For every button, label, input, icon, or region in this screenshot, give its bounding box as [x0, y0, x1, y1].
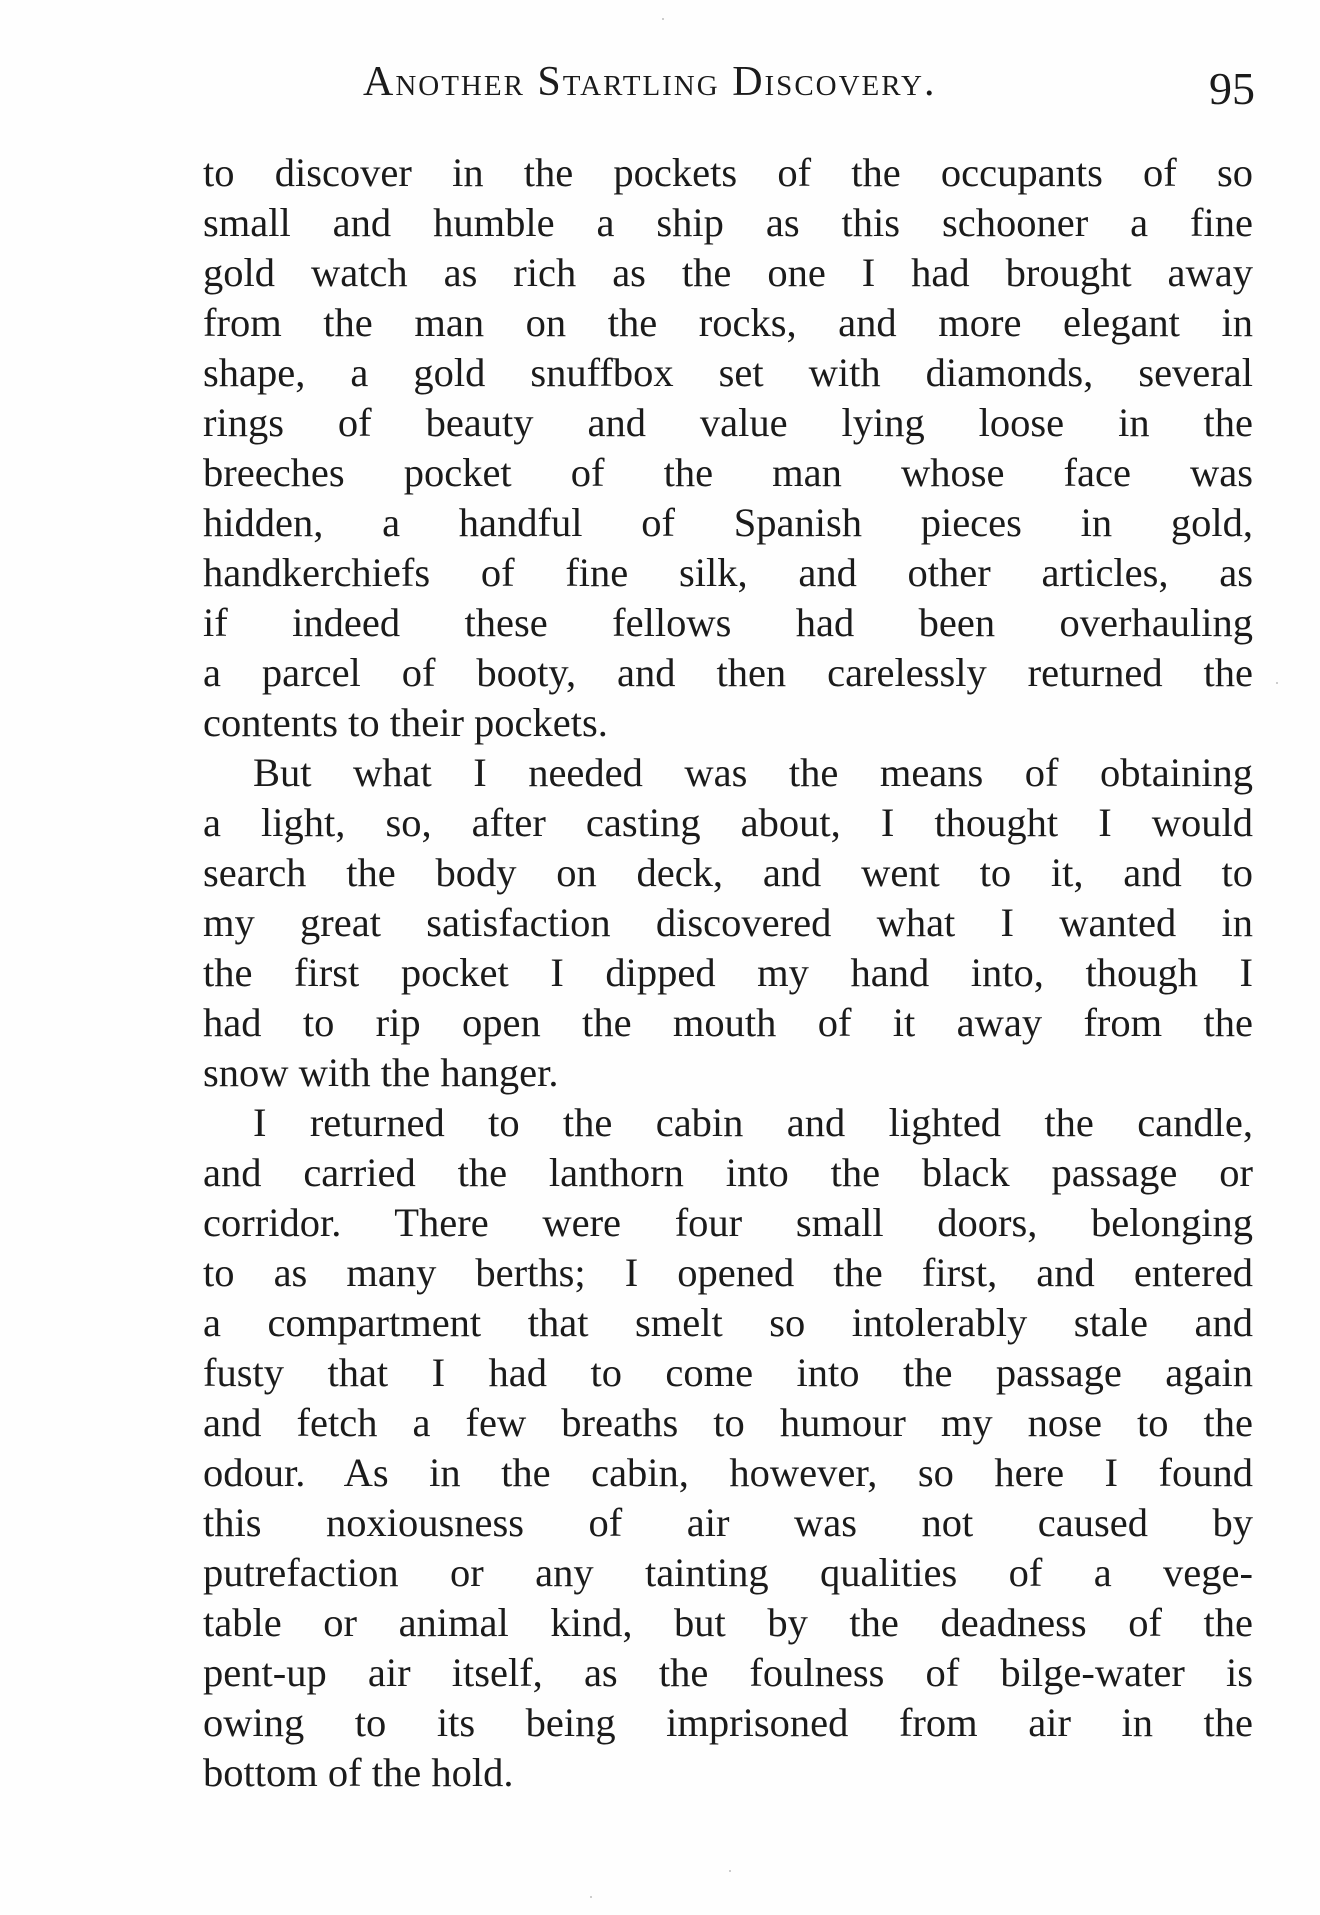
scan-speck	[662, 18, 664, 20]
text-line: odour. As in the cabin, however, so here I found	[203, 1450, 1253, 1495]
text-line: search the body on deck, and went to it, and to	[203, 850, 1253, 895]
text-line: table or animal kind, but by the deadness of the	[203, 1600, 1253, 1645]
text-line: contents to their pockets.	[203, 700, 608, 745]
paragraph	[203, 1098, 1253, 1798]
text-line: if indeed these fellows had been overhauling	[203, 600, 1253, 645]
text-line: bottom of the hold.	[203, 1750, 514, 1795]
text-line: breeches pocket of the man whose face was	[203, 450, 1253, 495]
text-line: pent-up air itself, as the foulness of bilge-water is	[203, 1650, 1253, 1695]
body-text	[203, 148, 1253, 1798]
text-line: the first pocket I dipped my hand into, though I	[203, 950, 1253, 995]
paragraph	[203, 148, 1253, 748]
running-head	[363, 58, 1255, 114]
text-line: to as many berths; I opened the first, and entered	[203, 1250, 1253, 1295]
scan-speck	[590, 1896, 592, 1898]
text-line: I returned to the cabin and lighted the candle,	[253, 1100, 1253, 1145]
running-title: Another Startling Discovery.	[363, 59, 937, 105]
text-line: fusty that I had to come into the passage again	[203, 1350, 1253, 1395]
text-line: owing to its being imprisoned from air in the	[203, 1700, 1253, 1745]
text-line: a compartment that smelt so intolerably stale and	[203, 1300, 1253, 1345]
text-line: But what I needed was the means of obtaining	[253, 750, 1253, 795]
text-line: and fetch a few breaths to humour my nose to the	[203, 1400, 1253, 1445]
text-line: small and humble a ship as this schooner a fine	[203, 200, 1253, 245]
text-line: had to rip open the mouth of it away from the	[203, 1000, 1253, 1045]
text-line: to discover in the pockets of the occupants of so	[203, 150, 1253, 195]
text-line: gold watch as rich as the one I had brought away	[203, 250, 1253, 295]
scan-speck	[729, 1870, 731, 1872]
text-line: and carried the lanthorn into the black passage or	[203, 1150, 1253, 1195]
text-line: hidden, a handful of Spanish pieces in gold,	[203, 500, 1253, 545]
text-line: this noxiousness of air was not caused by	[203, 1500, 1253, 1545]
text-line: a light, so, after casting about, I thought I would	[203, 800, 1253, 845]
page-number: 95	[1209, 63, 1255, 114]
scan-speck	[1276, 682, 1278, 684]
text-line: my great satisfaction discovered what I wanted in	[203, 900, 1253, 945]
text-line: a parcel of booty, and then carelessly returned the	[203, 650, 1253, 695]
text-line: handkerchiefs of fine silk, and other articles, as	[203, 550, 1253, 595]
text-line: shape, a gold snuffbox set with diamonds, several	[203, 350, 1253, 395]
text-line: putrefaction or any tainting qualities of a vege-	[203, 1550, 1253, 1595]
paragraph	[203, 748, 1253, 1098]
text-line: corridor. There were four small doors, belonging	[203, 1200, 1253, 1245]
text-line: rings of beauty and value lying loose in the	[203, 400, 1253, 445]
text-line: from the man on the rocks, and more elegant in	[203, 300, 1253, 345]
text-line: snow with the hanger.	[203, 1050, 559, 1095]
